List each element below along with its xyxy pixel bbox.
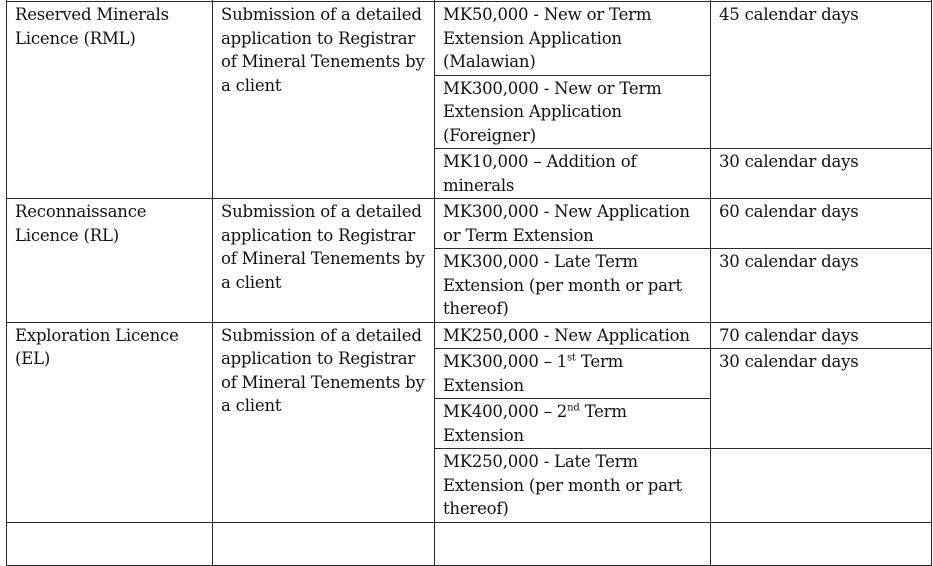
table-row-partial <box>7 522 932 565</box>
fee-cell <box>435 349 711 399</box>
fee-text-post: Term Extension <box>443 352 624 395</box>
process-cell: Submission of a detailed application to Registrar of Mineral Tenements by a client <box>213 2 435 199</box>
ordinal-suffix: nd <box>567 402 580 414</box>
licence-type-cell: Reconnaissance Licence (RL) <box>7 199 213 323</box>
table-row-rml <box>7 2 932 76</box>
fee-cell: MK300,000 - New or Term Extension Application (Foreigner) <box>435 75 711 149</box>
fee-cell <box>435 399 711 449</box>
fee-text-pre: MK300,000 – 1 <box>443 352 568 371</box>
table-row-rl <box>7 199 932 249</box>
timeframe-cell: 30 calendar days <box>711 349 932 449</box>
timeframe-cell: 70 calendar days <box>711 322 932 349</box>
fee-text-post: Term Extension <box>443 402 627 445</box>
fee-cell: MK250,000 - New Application <box>435 322 711 349</box>
timeframe-cell: 45 calendar days <box>711 2 932 149</box>
table-cell <box>711 522 932 565</box>
licence-type-cell: Reserved Minerals Licence (RML) <box>7 2 213 199</box>
timeframe-cell: 30 calendar days <box>711 249 932 323</box>
table-row-el <box>7 322 932 349</box>
process-cell: Submission of a detailed application to Registrar of Mineral Tenements by a client <box>213 322 435 522</box>
ordinal-suffix: st <box>567 352 576 364</box>
fee-cell: MK250,000 - Late Term Extension (per month or part thereof) <box>435 449 711 523</box>
fee-text-pre: MK400,000 – 2 <box>443 402 568 421</box>
licence-type-cell: Exploration Licence (EL) <box>7 322 213 522</box>
timeframe-cell: 30 calendar days <box>711 149 932 199</box>
table-cell <box>435 522 711 565</box>
table-cell <box>213 522 435 565</box>
timeframe-cell <box>711 449 932 523</box>
table-cell <box>7 522 213 565</box>
licence-fees-table <box>6 0 932 566</box>
process-cell: Submission of a detailed application to Registrar of Mineral Tenements by a client <box>213 199 435 323</box>
fee-cell: MK50,000 - New or Term Extension Application (Malawian) <box>435 2 711 76</box>
timeframe-cell: 60 calendar days <box>711 199 932 249</box>
fee-cell: MK10,000 – Addition of minerals <box>435 149 711 199</box>
fee-cell: MK300,000 - Late Term Extension (per month or part thereof) <box>435 249 711 323</box>
fee-cell: MK300,000 - New Application or Term Extension <box>435 199 711 249</box>
